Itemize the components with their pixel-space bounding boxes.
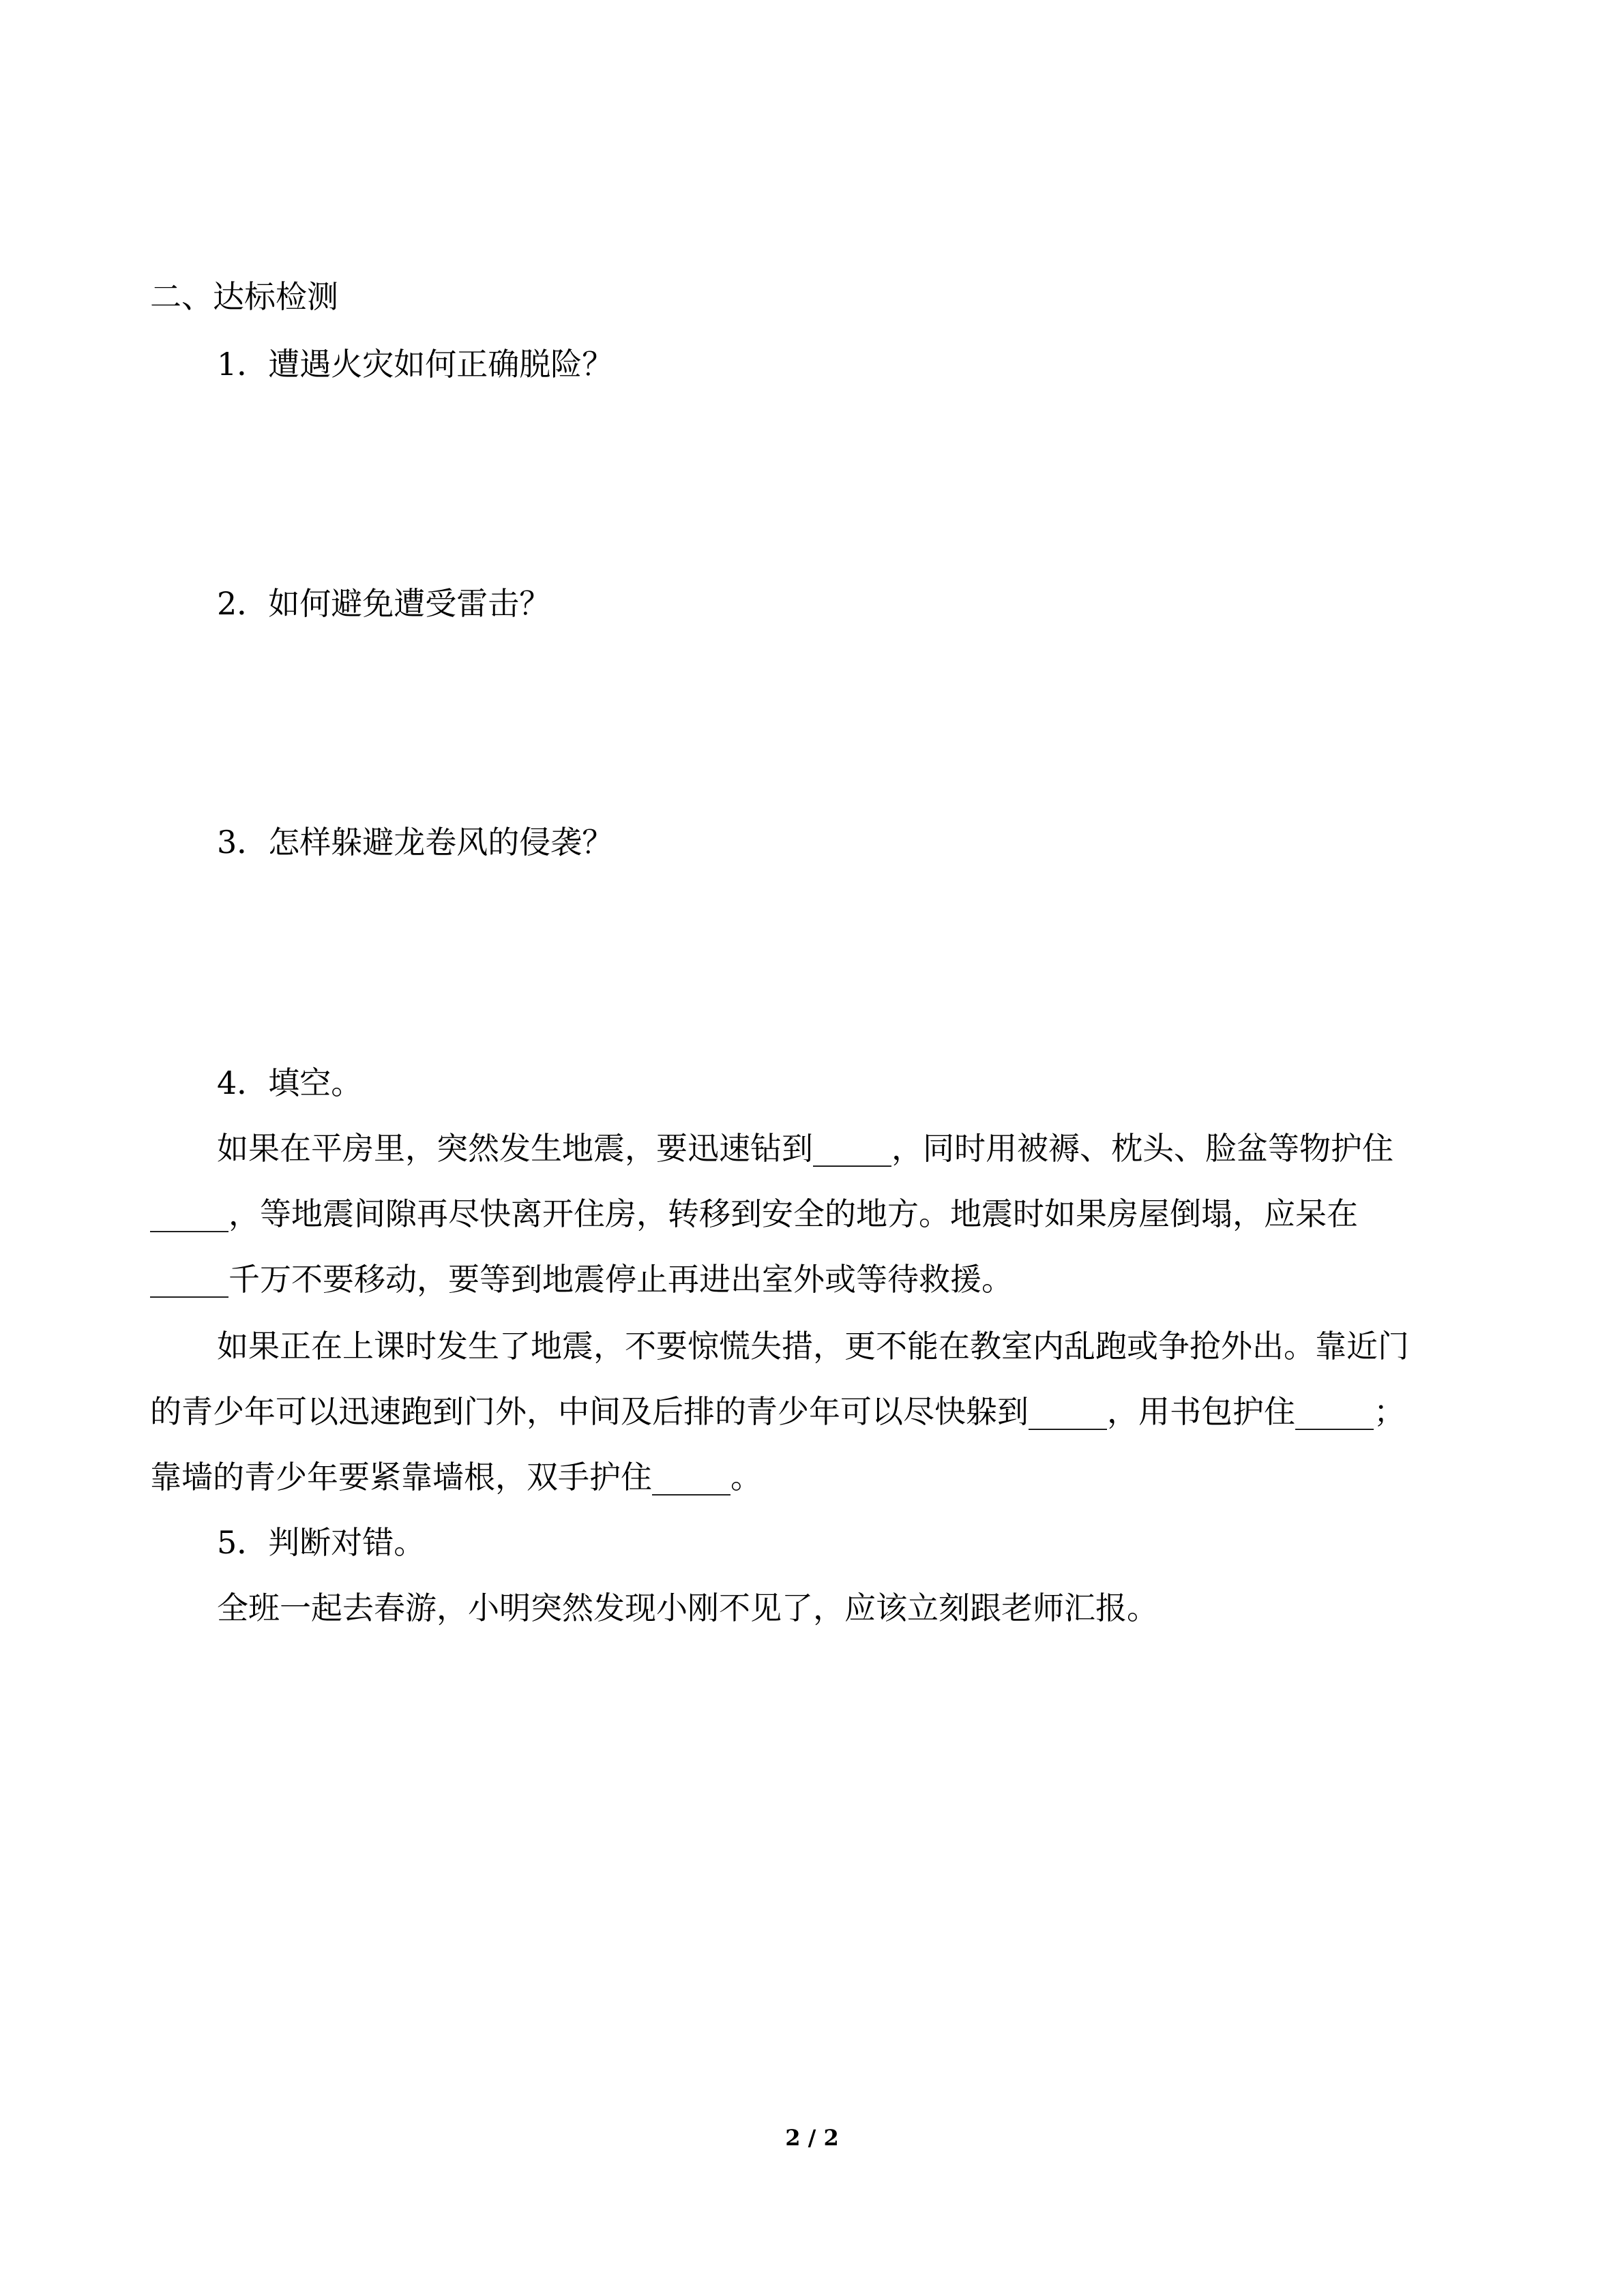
question-4-paragraph-1-line-1: 如果在平房里，突然发生地震，要迅速钻到_____，同时用被褥、枕头、脸盆等物护住 xyxy=(217,1130,1393,1167)
page-number: 2 / 2 xyxy=(785,2125,839,2151)
question-2: 2．如何避免遭受雷击？ xyxy=(217,585,551,622)
question-4-title: 4．填空。 xyxy=(217,1064,363,1101)
question-5-statement: 全班一起去春游，小明突然发现小刚不见了，应该立刻跟老师汇报。 xyxy=(217,1590,1158,1626)
question-4-paragraph-2-line-3: 靠墙的青少年要紧靠墙根，双手护住_____。 xyxy=(150,1459,762,1495)
section-title: 二、达标检测 xyxy=(150,278,338,315)
question-4-paragraph-2-line-2: 的青少年可以迅速跑到门外，中间及后排的青少年可以尽快躲到_____，用书包护住_____； xyxy=(150,1393,1405,1430)
question-1: 1．遭遇火灾如何正确脱险？ xyxy=(217,346,614,383)
question-4-paragraph-2-line-1: 如果正在上课时发生了地震，不要惊慌失措，更不能在教室内乱跑或争抢外出。靠近门 xyxy=(217,1328,1409,1365)
question-4-paragraph-1-line-3: _____千万不要移动，要等到地震停止再进出室外或等待救援。 xyxy=(150,1261,1013,1298)
question-5-title: 5．判断对错。 xyxy=(217,1524,426,1561)
question-4-paragraph-1-line-2: _____，等地震间隙再尽快离开住房，转移到安全的地方。地震时如果房屋倒塌，应呆在 xyxy=(150,1195,1358,1232)
question-3: 3．怎样躲避龙卷风的侵袭？ xyxy=(217,824,614,861)
